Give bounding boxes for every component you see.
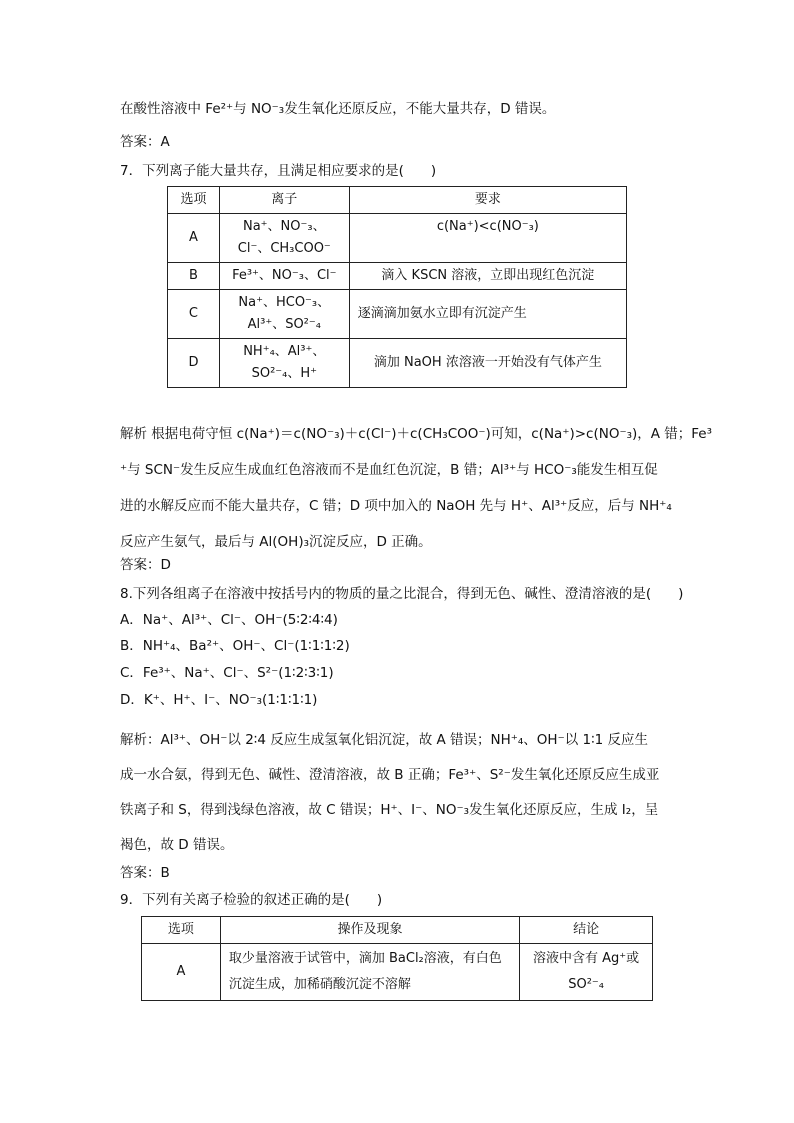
q7-header-ions: 离子	[219, 187, 349, 214]
q8-analysis	[120, 723, 680, 863]
intro-line: 在酸性溶液中 Fe²⁺与 NO⁻₃发生氧化还原反应，不能大量共存，D 错误。	[120, 101, 556, 117]
answer-6: 答案：A	[120, 134, 170, 150]
q9-op-a-line1: 取少量溶液于试管中，滴加 BaCl₂溶液，有白色	[228, 951, 502, 966]
q7-option-d: D	[168, 339, 220, 388]
q8-analysis-line4: 褐色，故 D 错误。	[120, 837, 234, 853]
q9-header-conclusion: 结论	[520, 917, 653, 944]
q8-analysis-line1: 解析：Al³⁺、OH⁻以 2∶4 反应生成氢氧化铝沉淀，故 A 错误；NH⁺₄、OH⁻以 1∶1 反应生	[120, 732, 648, 748]
q7-ions-c-line2: Al³⁺、SO²⁻₄	[247, 317, 321, 332]
q7-analysis-line4: 反应产生氨气，最后与 Al(OH)₃沉淀反应，D 正确。	[120, 534, 432, 550]
q8-stem: 8.下列各组离子在溶液中按括号内的物质的量之比混合，得到无色、碱性、澄清溶液的是( )	[120, 586, 684, 602]
q7-option-c: C	[168, 290, 220, 339]
q9-header-option: 选项	[142, 917, 221, 944]
q8-analysis-line3: 铁离子和 S，得到浅绿色溶液，故 C 错误；H⁺、I⁻、NO⁻₃发生氧化还原反应，生成 I₂，呈	[120, 802, 659, 818]
q9-option-a: A	[142, 944, 221, 1001]
q8-option-c: C．Fe³⁺、Na⁺、Cl⁻、S²⁻(1∶2∶3∶1)	[120, 665, 334, 681]
q7-table	[167, 186, 627, 388]
q9-table	[141, 916, 653, 1001]
q7-analysis-line1: 解析 根据电荷守恒 c(Na⁺)＝c(NO⁻₃)＋c(Cl⁻)＋c(CH₃COO⁻)可知，c(Na⁺)>c(NO⁻₃)，A 错；Fe³	[120, 426, 713, 442]
table-row	[168, 290, 627, 339]
q7-analysis-line3: 进的水解反应而不能大量共存，C 错；D 项中加入的 NaOH 先与 H⁺、Al³⁺反应，后与 NH⁺₄	[120, 498, 672, 514]
q7-analysis	[120, 416, 713, 560]
q8-option-b: B．NH⁺₄、Ba²⁺、OH⁻、Cl⁻(1∶1∶1∶2)	[120, 638, 350, 654]
answer-8: 答案：B	[120, 865, 170, 881]
q7-ions-b: Fe³⁺、NO⁻₃、Cl⁻	[219, 263, 349, 290]
q7-ions-c	[219, 290, 349, 339]
q9-concl-a-line2: SO²⁻₄	[568, 977, 604, 992]
q7-ions-d-line1: NH⁺₄、Al³⁺、	[243, 344, 326, 359]
q7-ions-a	[219, 214, 349, 263]
answer-7: 答案：D	[120, 557, 171, 573]
table-row	[168, 214, 627, 263]
q9-op-a-line2: 沉淀生成，加稀硝酸沉淀不溶解	[228, 977, 411, 992]
q8-option-d: D．K⁺、H⁺、I⁻、NO⁻₃(1∶1∶1∶1)	[120, 692, 318, 708]
q9-header-operation: 操作及现象	[220, 917, 519, 944]
q7-req-c: 逐滴滴加氨水立即有沉淀产生	[349, 290, 626, 339]
q9-concl-a	[520, 944, 653, 1001]
q7-header-row	[168, 187, 627, 214]
q7-req-a: c(Na⁺)<c(NO⁻₃)	[349, 214, 626, 263]
q9-header-row	[142, 917, 653, 944]
q8-analysis-line2: 成一水合氨，得到无色、碱性、澄清溶液，故 B 正确；Fe³⁺、S²⁻发生氧化还原反应生成亚	[120, 767, 660, 783]
q9-concl-a-line1: 溶液中含有 Ag⁺或	[533, 951, 640, 966]
q7-option-a: A	[168, 214, 220, 263]
q7-header-option: 选项	[168, 187, 220, 214]
table-row	[142, 944, 653, 1001]
q7-ions-a-line1: Na⁺、NO⁻₃、	[242, 219, 326, 234]
q7-ions-d-line2: SO²⁻₄、H⁺	[251, 366, 317, 381]
q9-op-a	[220, 944, 519, 1001]
q7-analysis-line2: ⁺与 SCN⁻发生反应生成血红色溶液而不是血红色沉淀，B 错；Al³⁺与 HCO⁻₃能发生相互促	[120, 462, 658, 478]
q7-header-requirement: 要求	[349, 187, 626, 214]
table-row	[168, 263, 627, 290]
q7-option-b: B	[168, 263, 220, 290]
q7-ions-a-line2: Cl⁻、CH₃COO⁻	[237, 241, 331, 256]
q7-ions-d	[219, 339, 349, 388]
q8-option-a: A．Na⁺、Al³⁺、Cl⁻、OH⁻(5∶2∶4∶4)	[120, 612, 338, 628]
q7-req-d: 滴加 NaOH 浓溶液一开始没有气体产生	[349, 339, 626, 388]
table-row	[168, 339, 627, 388]
q7-req-b: 滴入 KSCN 溶液，立即出现红色沉淀	[349, 263, 626, 290]
q7-stem: 7．下列离子能大量共存，且满足相应要求的是( )	[120, 163, 437, 179]
q7-ions-c-line1: Na⁺、HCO⁻₃、	[238, 295, 331, 310]
q9-stem: 9．下列有关离子检验的叙述正确的是( )	[120, 892, 383, 908]
